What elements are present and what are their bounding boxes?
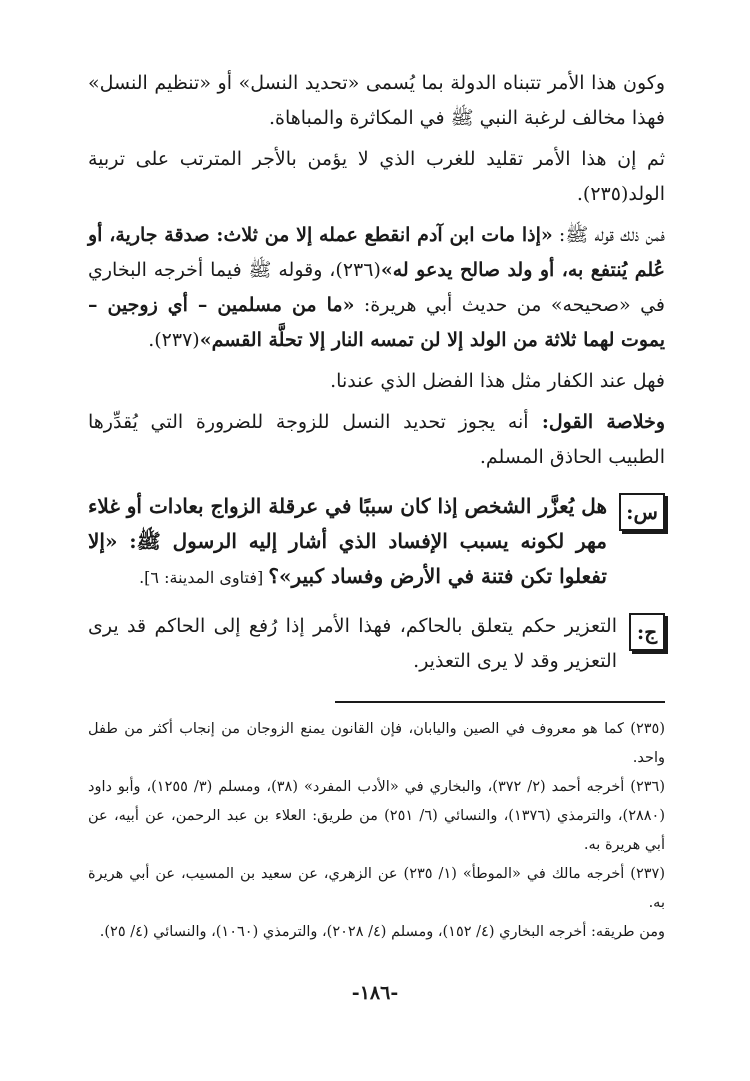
footnote-237: (٢٣٧) أخرجه مالك في «الموطأ» (١/ ٢٣٥) عن الزهري، عن سعيد بن المسيب، عن أبي هريرة به. <box>88 866 665 911</box>
footnote-divider <box>335 701 665 703</box>
paragraph-text: فمن ذلك قوله ﷺ: <box>552 224 665 246</box>
hadith-quote-children: «ما من مسلمين – أي زوجين – يموت لهما ثلاثة من الولد إلا لن تمسه النار إلا تحلَّة القسم» <box>88 294 665 351</box>
question-text <box>88 489 607 595</box>
paragraph-text: فهل عند الكفار مثل هذا الفضل الذي عندنا. <box>330 370 665 392</box>
paragraph-conclusion <box>88 405 665 475</box>
footnotes <box>88 715 665 947</box>
paragraph-hadith-evidence <box>88 218 665 358</box>
question-body: هل يُعزَّر الشخص إذا كان سببًا في عرقلة الزواج بعادات أو غلاء مهر لكونه يسبب الإفساد الذي أشار إليه الرسول ﷺ: «إلا تفعلوا تكن فتنة في الأرض وفساد كبير»؟ <box>88 494 607 588</box>
question-reference: [فتاوى المدينة: ٦]. <box>139 568 269 587</box>
answer-block <box>88 609 665 679</box>
answer-label-box: ج: <box>629 613 665 651</box>
footnote-235: (٢٣٥) كما هو معروف في الصين واليابان، فإن القانون يمنع الزوجان من إنجاب أكثر من طفل واحد. <box>88 721 665 766</box>
paragraph-text: (٢٣٦)، وقوله ﷺ فيما أخرجه البخاري في «صحيحه» من حديث أبي هريرة: <box>88 259 666 316</box>
paragraph-text: وكون هذا الأمر تتبناه الدولة بما يُسمى «تحديد النسل» أو «تنظيم النسل» فهذا مخالف لرغبة النبي ﷺ في المكاثرة والمباهاة. <box>88 72 665 129</box>
paragraph-text: أنه يجوز تحديد النسل للزوجة للضرورة التي يُقدِّرها الطبيب الحاذق المسلم. <box>88 411 665 468</box>
paragraph-rhetorical-question <box>88 364 665 399</box>
footnote-236: (٢٣٦) أخرجه أحمد (٢/ ٣٧٢)، والبخاري في «الأدب المفرد» (٣٨)، ومسلم (٣/ ١٢٥٥)، وأبو داود (٢٨٨٠)، والترمذي (١٣٧٦)، والنسائي (٦/ ٢٥١) من طريق: العلاء بن عبد الرحمن، عن أبيه، عن أبي هريرة به. <box>88 779 666 853</box>
question-block <box>88 489 665 595</box>
paragraph-birth-control-state <box>88 66 665 136</box>
question-label-box: س: <box>619 493 665 531</box>
hadith-quote-deeds: «إذا مات ابن آدم انقطع عمله إلا من ثلاث: صدقة جارية، أو عُلم يُنتفع به، أو ولد صالح يدعو له» <box>88 224 665 281</box>
paragraph-text: ثم إن هذا الأمر تقليد للغرب الذي لا يؤمن بالأجر المترتب على تربية الولد(٢٣٥). <box>88 148 665 205</box>
paragraph-text: (٢٣٧). <box>148 329 200 351</box>
page-number: -١٨٦- <box>351 982 399 1004</box>
paragraph-western-imitation <box>88 142 665 212</box>
conclusion-lead: وخلاصة القول: <box>528 411 665 433</box>
answer-text: التعزير حكم يتعلق بالحاكم، فهذا الأمر إذا رُفع إلى الحاكم قد يرى التعزير وقد لا يرى التعذير. <box>88 615 617 672</box>
footnote-237-continued: ومن طريقه: أخرجه البخاري (٤/ ١٥٢)، ومسلم (٤/ ٢٠٢٨)، والترمذي (١٠٦٠)، والنسائي (٤/ ٢٥). <box>99 924 665 940</box>
